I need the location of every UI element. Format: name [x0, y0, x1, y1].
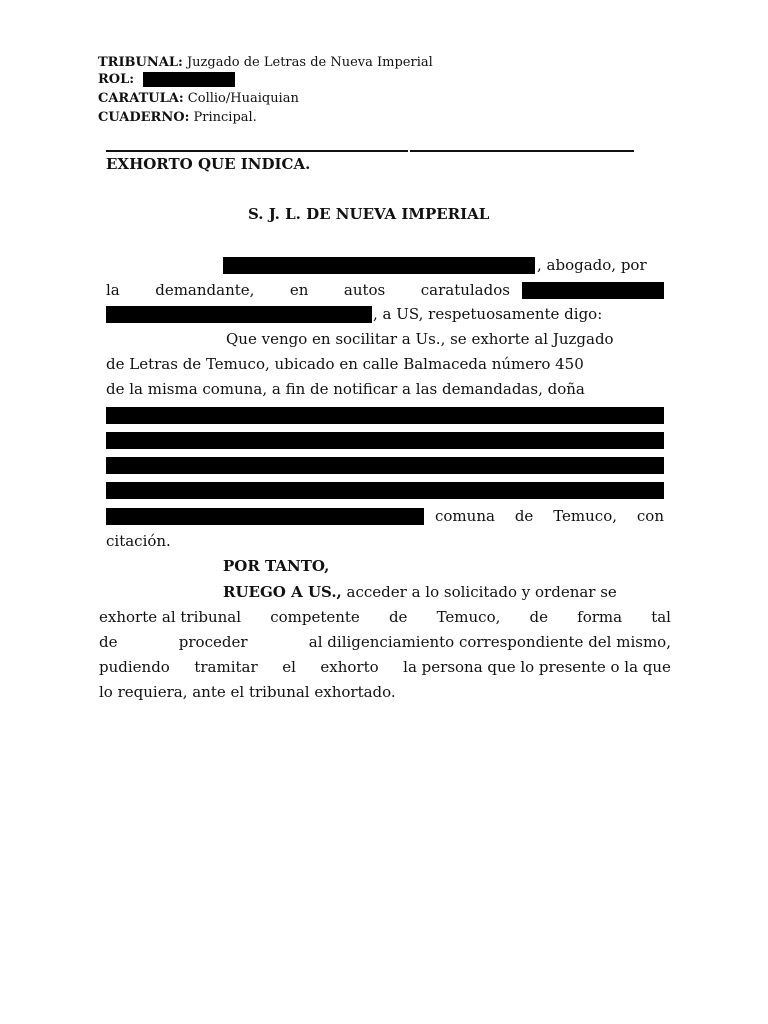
header-rol [98, 72, 134, 87]
ruego-line-5: lo requiera, ante el tribunal exhortado. [99, 683, 396, 701]
body-l11-w2: de [514, 507, 534, 525]
caratula-label: CARATULA: [98, 91, 184, 106]
ruego-l4-w5: la persona que lo presente o la que [403, 658, 671, 676]
ruego-l3-w2: proceder [178, 633, 248, 651]
body-l2-w2: demandante, [155, 281, 255, 299]
cuaderno-value: Principal. [193, 110, 257, 125]
body-line-1-end: , abogado, por [537, 256, 647, 274]
ruego-l4-w4: exhorto [320, 658, 379, 676]
body-line-2 [106, 281, 510, 299]
body-l2-w3: en [289, 281, 309, 299]
ruego-l4-w3: el [282, 658, 296, 676]
redaction-defendants-3 [106, 457, 664, 474]
redaction-case-title-1 [522, 282, 664, 299]
separator-rule-left [106, 150, 408, 152]
redaction-lawyer-name [223, 257, 535, 274]
cuaderno-label: CUADERNO: [98, 110, 190, 125]
ruego-line-2 [99, 608, 671, 626]
ruego-l2-w6: forma [577, 608, 623, 626]
header-caratula [98, 91, 299, 106]
body-line-12: citación. [106, 532, 171, 550]
body-l11-w1: comuna [435, 507, 495, 525]
separator-rule-right [410, 150, 634, 152]
ruego-l4-w1: pudiendo [99, 658, 170, 676]
ruego-line-1 [223, 583, 617, 601]
ruego-l1-rest: acceder a lo solicitado y ordenar se [341, 583, 617, 601]
body-line-11 [435, 507, 664, 525]
tribunal-value: Juzgado de Letras de Nueva Imperial [186, 55, 433, 70]
header-cuaderno [98, 110, 257, 125]
body-l2-w4: autos [343, 281, 386, 299]
addressee: S. J. L. DE NUEVA IMPERIAL [248, 205, 490, 223]
ruego-line-4 [99, 658, 671, 676]
ruego-l2-w5: de [529, 608, 548, 626]
ruego-l2-w4: Temuco, [436, 608, 501, 626]
redaction-defendants-1 [106, 407, 664, 424]
body-line-4: Que vengo en socilitar a Us., se exhorte al Juzgado [226, 330, 614, 348]
caratula-value: Collio/Huaiquian [187, 91, 299, 106]
por-tanto-heading: POR TANTO, [223, 557, 330, 575]
ruego-l2-w3: de [388, 608, 408, 626]
body-line-3-end: , a US, respetuosamente digo: [373, 305, 603, 323]
redaction-defendants-2 [106, 432, 664, 449]
document-summary: EXHORTO QUE INDICA. [106, 155, 311, 173]
body-l11-w3: Temuco, [553, 507, 617, 525]
body-l2-w1: la [106, 281, 120, 299]
redaction-defendants-5 [106, 508, 424, 525]
header-tribunal [98, 55, 433, 70]
tribunal-label: TRIBUNAL: [98, 55, 183, 70]
ruego-l3-w3: al diligenciamiento correspondiente del mismo, [308, 633, 671, 651]
rol-label: ROL: [98, 72, 135, 87]
ruego-line-3 [99, 633, 671, 651]
redaction-rol [143, 72, 235, 87]
ruego-l2-w7: tal [651, 608, 671, 626]
ruego-l3-w1: de [99, 633, 118, 651]
body-l2-w5: caratulados [420, 281, 510, 299]
body-line-5: de Letras de Temuco, ubicado en calle Balmaceda número 450 [106, 355, 584, 373]
ruego-l4-w2: tramitar [194, 658, 258, 676]
ruego-lead: RUEGO A US., [223, 583, 342, 601]
redaction-case-title-2 [106, 306, 372, 323]
body-l11-w4: con [636, 507, 664, 525]
ruego-l2-w2: competente [270, 608, 360, 626]
body-line-6: de la misma comuna, a fin de notificar a las demandadas, doña [106, 380, 585, 398]
ruego-l2-w1: exhorte al tribunal [99, 608, 242, 626]
redaction-defendants-4 [106, 482, 664, 499]
